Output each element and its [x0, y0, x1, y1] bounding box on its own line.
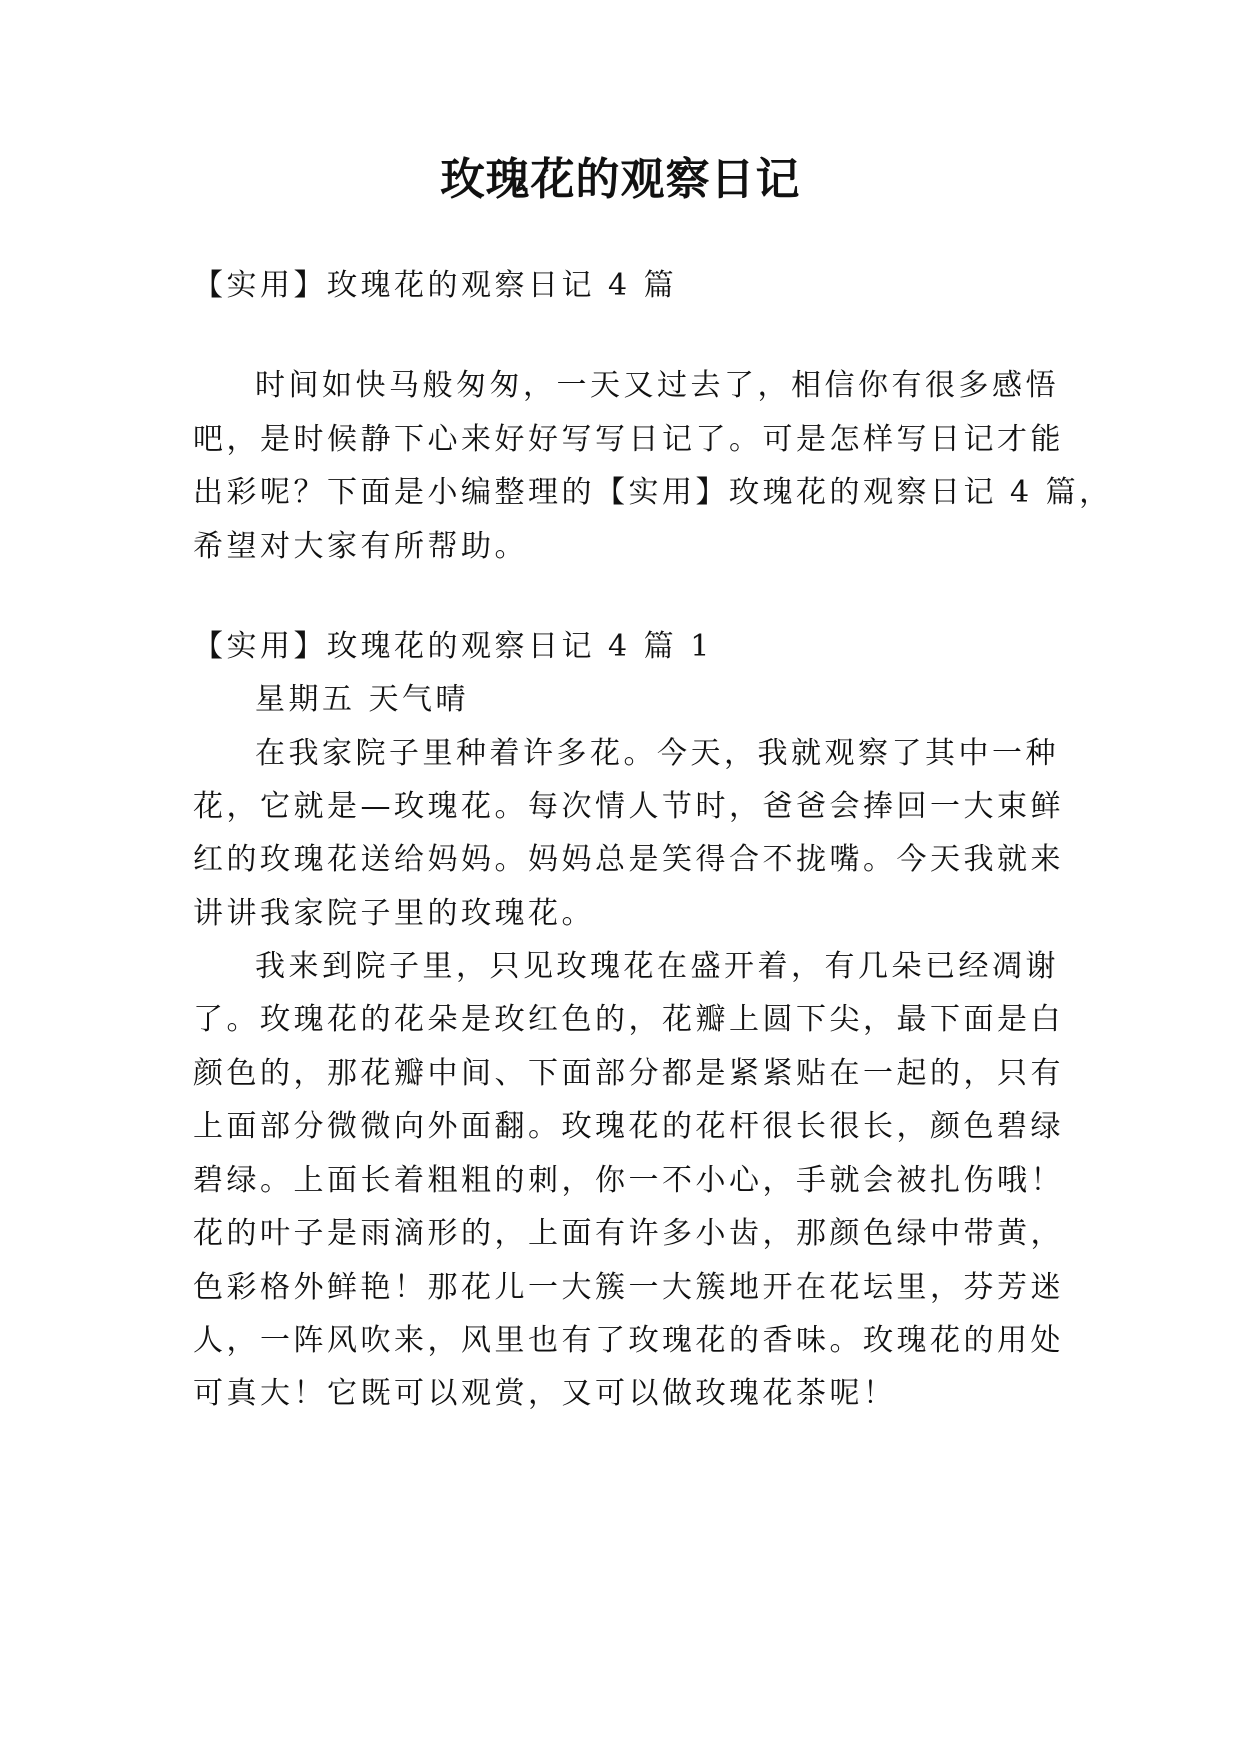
paragraph-line: 了。玫瑰花的花朵是玫红色的，花瓣上圆下尖，最下面是白 [193, 1002, 1064, 1037]
date-weather: 星期五 天气晴 [255, 682, 470, 717]
intro-line: 希望对大家有所帮助。 [193, 529, 528, 564]
paragraph-line: 花，它就是—玫瑰花。每次情人节时，爸爸会捧回一大束鲜 [193, 789, 1064, 824]
intro-line: 时间如快马般匆匆，一天又过去了，相信你有很多感悟 [255, 368, 1059, 403]
paragraph-line: 颜色的，那花瓣中间、下面部分都是紧紧贴在一起的，只有 [193, 1056, 1064, 1091]
document-subtitle: 【实用】玫瑰花的观察日记 4 篇 [193, 268, 678, 303]
paragraph-line: 在我家院子里种着许多花。今天，我就观察了其中一种 [255, 736, 1059, 771]
paragraph-line: 红的玫瑰花送给妈妈。妈妈总是笑得合不拢嘴。今天我就来 [193, 842, 1064, 877]
paragraph-line: 碧绿。上面长着粗粗的刺，你一不小心，手就会被扎伤哦！ [193, 1163, 1064, 1198]
paragraph-line: 我来到院子里，只见玫瑰花在盛开着，有几朵已经凋谢 [255, 949, 1059, 984]
paragraph-line: 上面部分微微向外面翻。玫瑰花的花杆很长很长，颜色碧绿 [193, 1109, 1064, 1144]
intro-line: 出彩呢？下面是小编整理的【实用】玫瑰花的观察日记 4 篇， [193, 475, 1113, 510]
paragraph-line: 色彩格外鲜艳！那花儿一大簇一大簇地开在花坛里，芬芳迷 [193, 1270, 1064, 1305]
section-heading: 【实用】玫瑰花的观察日记 4 篇 1 [193, 629, 713, 664]
paragraph-line: 讲讲我家院子里的玫瑰花。 [193, 896, 595, 931]
paragraph-line: 可真大！它既可以观赏，又可以做玫瑰花茶呢！ [193, 1376, 897, 1411]
intro-line: 吧，是时候静下心来好好写写日记了。可是怎样写日记才能 [193, 422, 1064, 457]
paragraph-line: 花的叶子是雨滴形的，上面有许多小齿，那颜色绿中带黄， [193, 1216, 1064, 1251]
page-title: 玫瑰花的观察日记 [440, 154, 801, 205]
paragraph-line: 人，一阵风吹来，风里也有了玫瑰花的香味。玫瑰花的用处 [193, 1323, 1064, 1358]
